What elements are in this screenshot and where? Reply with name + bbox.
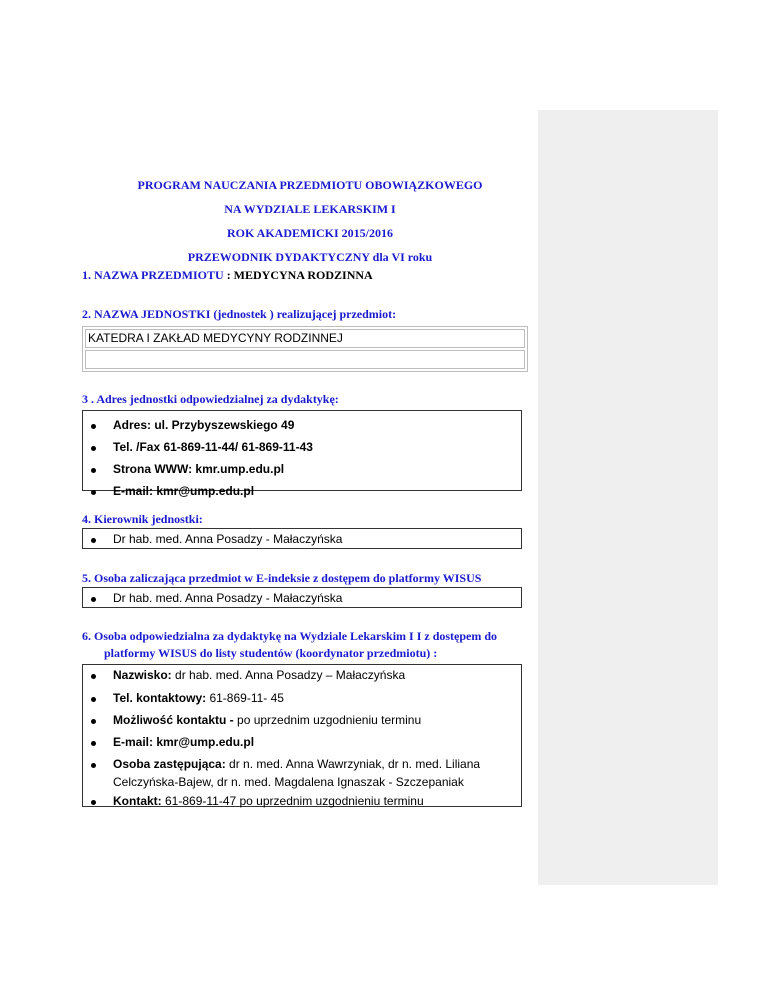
contact-availability-label: Możliwość kontaktu - xyxy=(113,713,234,727)
bullet-icon xyxy=(91,446,96,451)
program-title: PROGRAM NAUCZANIA PRZEDMIOTU OBOWIĄZKOWEGO xyxy=(137,178,483,192)
bullet-icon xyxy=(91,800,96,805)
contact-phone-label: Tel. kontaktowy: xyxy=(113,691,207,705)
section-1-heading xyxy=(82,268,373,283)
bullet-icon xyxy=(91,538,96,543)
section-6-heading-line-1: 6. Osoba odpowiedzialna za dydaktykę na Wydziale Lekarskim I I z dostępem do xyxy=(82,629,498,643)
grader-box xyxy=(82,587,522,608)
contact-label: Kontakt: xyxy=(113,794,162,808)
unit-name-table xyxy=(82,326,528,372)
surname-label: Nazwisko: xyxy=(113,668,172,682)
head-of-unit-box xyxy=(82,528,522,549)
substitute-label: Osoba zastępująca: xyxy=(113,757,226,771)
bullet-icon xyxy=(91,674,96,679)
section-4-heading: 4. Kierownik jednostki: xyxy=(82,512,203,526)
academic-year: ROK AKADEMICKI 2015/2016 xyxy=(226,226,393,240)
guide-title: PRZEWODNIK DYDAKTYCZNY dla VI roku xyxy=(187,250,433,264)
section-1-label: 1. NAZWA PRZEDMIOTU xyxy=(82,268,224,282)
substitute-continuation: Celczyńska-Bajew, dr n. med. Magdalena Ignaszak - Szczepaniak xyxy=(113,775,464,789)
contact-value: 61-869-11-47 po uprzednim uzgodnieniu terminu xyxy=(161,794,424,808)
unit-name-row: KATEDRA I ZAKŁAD MEDYCYNY RODZINNEJ xyxy=(85,329,525,348)
subject-name: : MEDYCYNA RODZINNA xyxy=(223,268,373,282)
contact-availability-value: po uprzednim uzgodnieniu terminu xyxy=(233,713,422,727)
section-5-heading: 5. Osoba zaliczająca przedmiot w E-indeksie z dostępem do platformy WISUS xyxy=(82,571,482,585)
section-3-heading: 3 . Adres jednostki odpowiedzialnej za dydaktykę: xyxy=(82,392,339,406)
bullet-icon xyxy=(91,763,96,768)
surname-value: dr hab. med. Anna Posadzy – Małaczyńska xyxy=(171,668,406,682)
coordinator-email: E-mail: kmr@ump.edu.pl xyxy=(113,735,255,749)
section-6-heading-line-2: platformy WISUS do listy studentów (koordynator przedmiotu) : xyxy=(104,646,438,660)
bullet-icon xyxy=(91,490,96,495)
faculty-title: NA WYDZIALE LEKARSKIM I xyxy=(224,202,396,216)
coordinator-box xyxy=(82,664,522,807)
substitute-value: dr n. med. Anna Wawrzyniak, dr n. med. Liliana xyxy=(225,757,481,771)
bullet-icon xyxy=(91,597,96,602)
bullet-icon xyxy=(91,741,96,746)
head-of-unit-name: Dr hab. med. Anna Posadzy - Małaczyńska xyxy=(113,532,343,546)
unit-name-empty-row xyxy=(85,350,525,369)
bullet-icon xyxy=(91,697,96,702)
website-text: Strona WWW: kmr.ump.edu.pl xyxy=(113,462,285,476)
email-text: E-mail: kmr@ump.edu.pl xyxy=(113,484,255,498)
grader-name: Dr hab. med. Anna Posadzy - Małaczyńska xyxy=(113,591,343,605)
section-2-heading: 2. NAZWA JEDNOSTKI (jednostek ) realizującej przedmiot: xyxy=(82,307,397,321)
bullet-icon xyxy=(91,468,96,473)
contact-phone-value: 61-869-11- 45 xyxy=(206,691,284,705)
bullet-icon xyxy=(91,719,96,724)
bullet-icon xyxy=(91,424,96,429)
address-text: Adres: ul. Przybyszewskiego 49 xyxy=(113,418,295,432)
phone-fax-text: Tel. /Fax 61-869-11-44/ 61-869-11-43 xyxy=(113,440,313,454)
address-box xyxy=(82,410,522,498)
